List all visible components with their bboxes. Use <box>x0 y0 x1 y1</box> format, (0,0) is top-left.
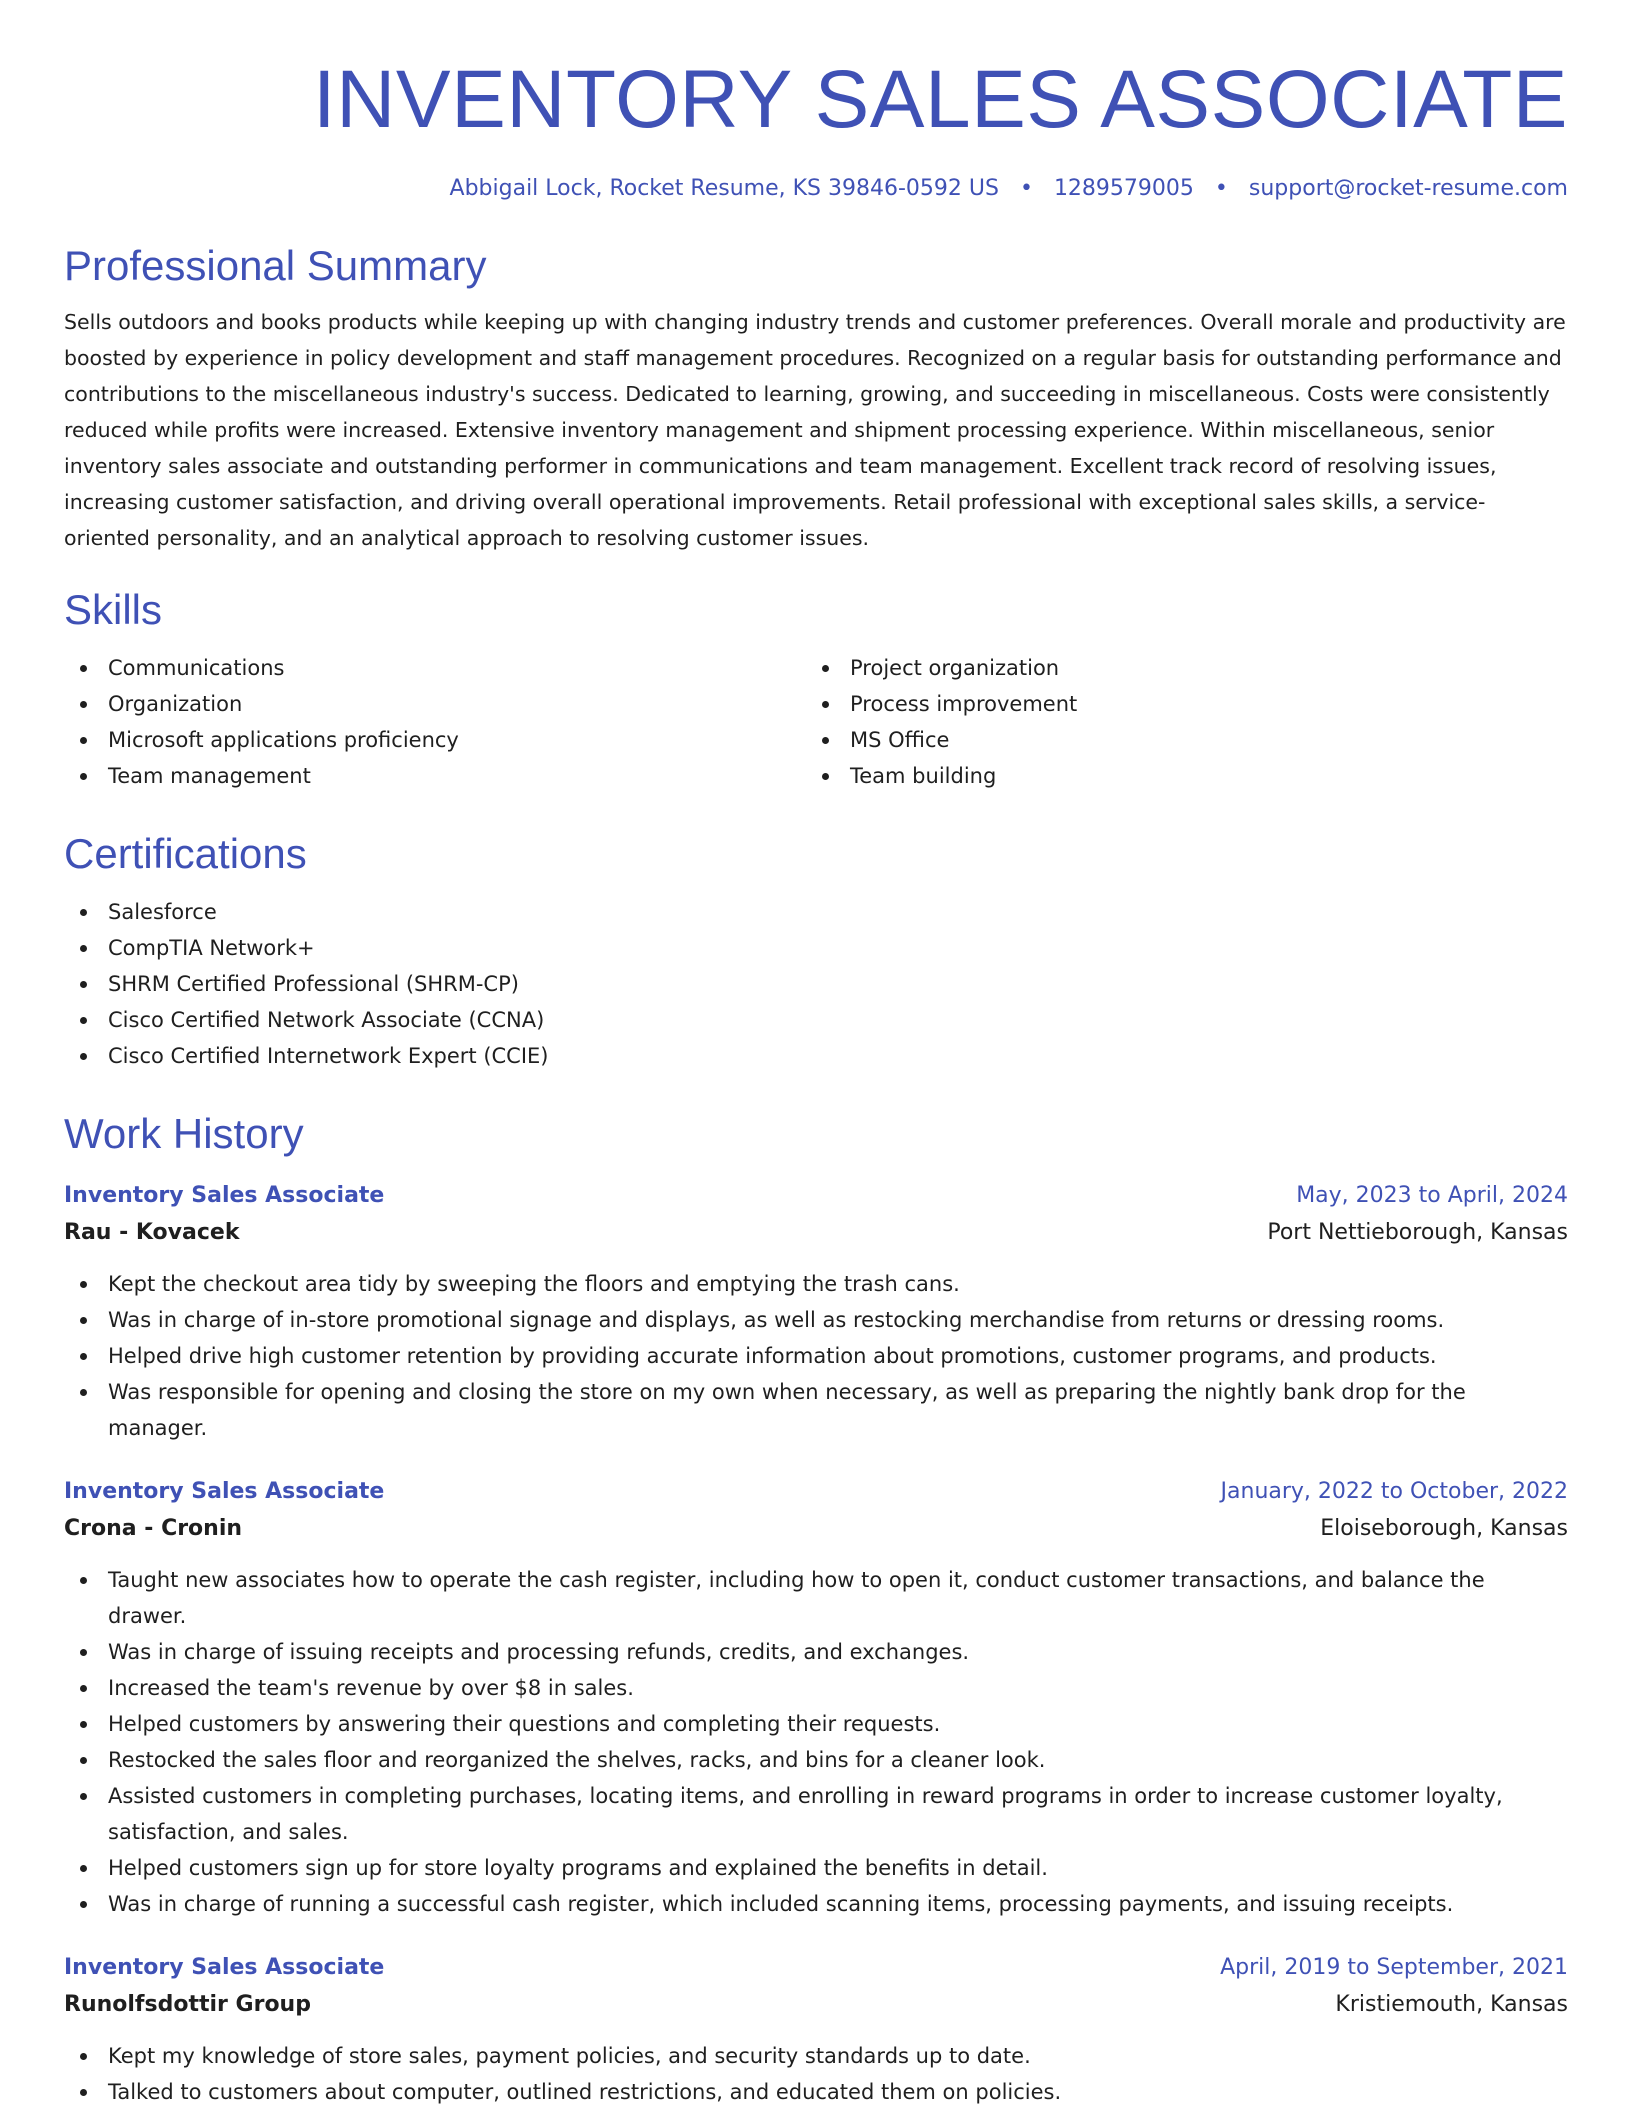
skill-item: Project organization <box>806 650 1548 686</box>
job-header-row <box>64 1950 1568 1986</box>
job-company: Rau - Kovacek <box>64 1220 240 1245</box>
job-header-row <box>64 1474 1568 1510</box>
job-location: Eloiseborough, Kansas <box>1320 1516 1568 1541</box>
job-entry <box>64 1474 1568 1922</box>
contact-address: Abbigail Lock, Rocket Resume, KS 39846-0592 US <box>449 176 999 201</box>
certification-item: CompTIA Network+ <box>64 930 1568 966</box>
summary-section <box>64 240 1568 556</box>
certification-item: Salesforce <box>64 894 1568 930</box>
job-title-heading: INVENTORY SALES ASSOCIATE <box>312 54 1568 145</box>
contact-email: support@rocket-resume.com <box>1248 176 1568 201</box>
certifications-list <box>64 894 1568 1074</box>
job-duty-item: Assisted customers in completing purchases, locating items, and enrolling in reward programs in order to increase customer loyalty, satisfaction, and sales. <box>64 1778 1568 1850</box>
job-company: Runolfsdottir Group <box>64 1992 311 2017</box>
skill-item: Organization <box>64 686 806 722</box>
skill-item: Communications <box>64 650 806 686</box>
job-duty-item: Was responsible for opening and closing the store on my own when necessary, as well as preparing the nightly bank drop for the manager. <box>64 1374 1568 1446</box>
job-duty-item: Was in charge of issuing receipts and processing refunds, credits, and exchanges. <box>64 1634 1568 1670</box>
job-duty-item: Was in charge of running a successful cash register, which included scanning items, processing payments, and issuing receipts. <box>64 1886 1568 1922</box>
contact-phone: 1289579005 <box>1053 176 1194 201</box>
skills-heading: Skills <box>64 586 163 633</box>
skill-item: Team building <box>806 758 1548 794</box>
skill-item: MS Office <box>806 722 1548 758</box>
resume-header <box>64 52 1568 204</box>
job-employer-row <box>64 1986 1568 2024</box>
skills-grid <box>64 650 1568 794</box>
job-dates: January, 2022 to October, 2022 <box>1220 1479 1568 1504</box>
certification-item: Cisco Certified Internetwork Expert (CCIE) <box>64 1038 1568 1074</box>
certification-item: SHRM Certified Professional (SHRM-CP) <box>64 966 1568 1002</box>
job-company: Crona - Cronin <box>64 1516 243 1541</box>
job-duty-item: Helped customers by answering their questions and completing their requests. <box>64 1706 1568 1742</box>
job-duties-list <box>64 1562 1568 1922</box>
job-duty-item: Helped customers sign up for store loyalty programs and explained the benefits in detail. <box>64 1850 1568 1886</box>
job-duties-list <box>64 1266 1568 1446</box>
job-duty-item: Kept the checkout area tidy by sweeping the floors and emptying the trash cans. <box>64 1266 1568 1302</box>
certifications-section <box>64 828 1568 1074</box>
job-duty-item: Was in charge of in-store promotional signage and displays, as well as restocking merchandise from returns or dressing rooms. <box>64 1302 1568 1338</box>
job-title: Inventory Sales Associate <box>64 1183 385 1208</box>
job-employer-row <box>64 1214 1568 1252</box>
job-duty-item: Helped drive high customer retention by providing accurate information about promotions, customer programs, and products. <box>64 1338 1568 1374</box>
job-duty-item: Kept my knowledge of store sales, payment policies, and security standards up to date. <box>64 2038 1568 2074</box>
job-duty-item: Taught new associates how to operate the cash register, including how to open it, conduct customer transactions, and balance the drawer. <box>64 1562 1568 1634</box>
certification-item: Cisco Certified Network Associate (CCNA) <box>64 1002 1568 1038</box>
job-duty-item: Restocked the sales floor and reorganized the shelves, racks, and bins for a cleaner look. <box>64 1742 1568 1778</box>
skill-item: Process improvement <box>806 686 1548 722</box>
job-dates: May, 2023 to April, 2024 <box>1296 1183 1568 1208</box>
skill-item: Microsoft applications proficiency <box>64 722 806 758</box>
job-duty-item: Talked to customers about computer, outlined restrictions, and educated them on policies. <box>64 2074 1568 2110</box>
job-header-row <box>64 1178 1568 1214</box>
skills-section <box>64 584 1568 794</box>
skills-column-left <box>64 650 806 794</box>
job-entry <box>64 1950 1568 2110</box>
summary-text: Sells outdoors and books products while keeping up with changing industry trends and customer preferences. Overall morale and productivity are boosted by experience in policy development and staff management procedures. Recognized on a regular basis for outstanding performance and contributions to the miscellaneous industry's success. Dedicated to learning, growing, and succeeding in miscellaneous. Costs were consistently reduced while profits were increased. Extensive inventory management and shipment processing experience. Within miscellaneous, senior inventory sales associate and outstanding performer in communications and team management. Excellent track record of resolving issues, increasing customer satisfaction, and driving overall operational improvements. Retail professional with exceptional sales skills, a service-oriented personality, and an analytical approach to resolving customer issues. <box>64 310 1566 550</box>
job-employer-row <box>64 1510 1568 1548</box>
job-location: Kristiemouth, Kansas <box>1335 1992 1568 2017</box>
contact-line <box>64 174 1568 204</box>
job-location: Port Nettieborough, Kansas <box>1267 1220 1568 1245</box>
skills-column-right <box>806 650 1548 794</box>
job-entry <box>64 1178 1568 1446</box>
summary-heading: Professional Summary <box>64 242 487 289</box>
job-title: Inventory Sales Associate <box>64 1479 385 1504</box>
job-title: Inventory Sales Associate <box>64 1955 385 1980</box>
contact-separator: • <box>1019 176 1033 201</box>
job-dates: April, 2019 to September, 2021 <box>1220 1955 1568 1980</box>
skills-list-left <box>64 650 806 794</box>
contact-separator: • <box>1214 176 1228 201</box>
skills-list-right <box>806 650 1548 794</box>
work-history-heading: Work History <box>64 1110 304 1157</box>
work-history-section <box>64 1108 1568 2110</box>
skill-item: Team management <box>64 758 806 794</box>
certifications-heading: Certifications <box>64 830 307 877</box>
job-duty-item: Increased the team's revenue by over $8 in sales. <box>64 1670 1568 1706</box>
job-duties-list <box>64 2038 1568 2110</box>
